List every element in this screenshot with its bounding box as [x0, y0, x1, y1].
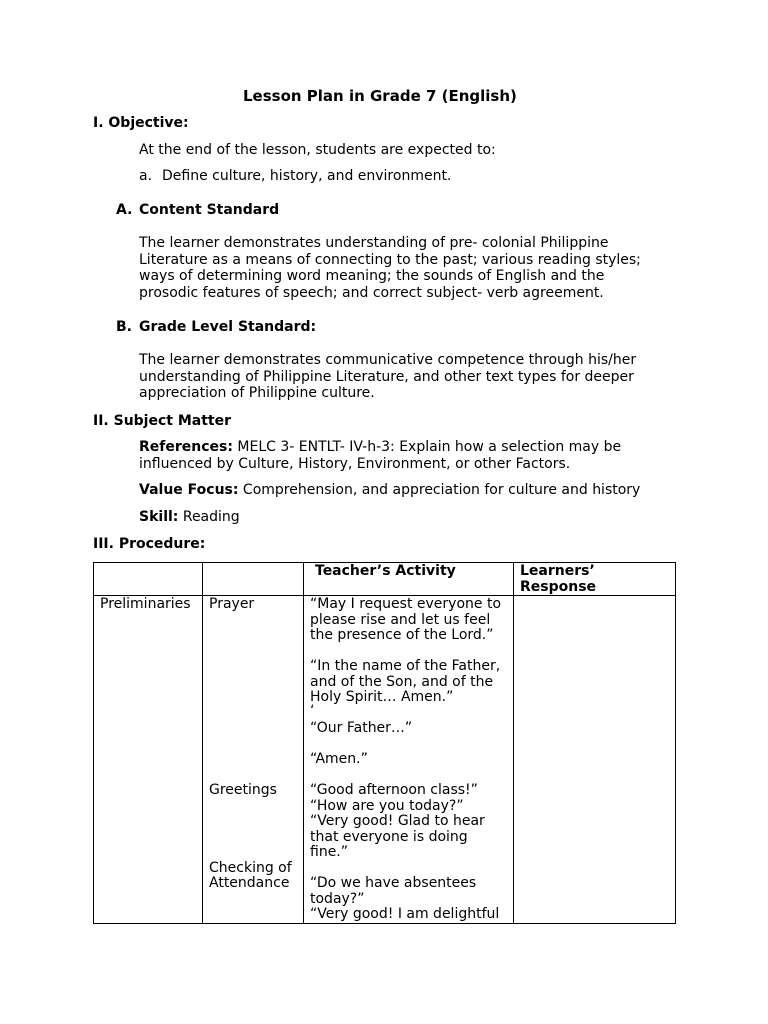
header-cell-empty-2 — [203, 563, 304, 596]
activity-attendance-line1: Checking of — [209, 859, 292, 876]
phase-label: Preliminaries — [100, 596, 191, 612]
learners-response-cell — [514, 596, 676, 924]
grade-level-standard-text: The learner demonstrates communicative competence through his/her understanding of Philippine Literature, and other text types for deeper appreciation of Philippine culture. — [139, 352, 637, 401]
teacher-line: “May I request everyone to — [310, 596, 502, 612]
procedure-heading: III. Procedure: — [93, 536, 206, 552]
teacher-line: ‘ — [310, 702, 315, 719]
objective-item-text: Define culture, history, and environment. — [162, 168, 452, 184]
teacher-line: “Our Father…” — [310, 720, 413, 736]
content-standard-heading: Content Standard — [139, 202, 280, 218]
teacher-line: that everyone is doing — [310, 828, 468, 845]
procedure-table — [93, 562, 676, 924]
teacher-line: “How are you today?” — [310, 797, 464, 814]
content-standard-text: The learner demonstrates understanding of pre- colonial Philippine Literature as a means of connecting to the past; various reading styles; ways of determining word meaning; the sounds of English and the prosodic features of speech; and correct subject- verb agreement. — [139, 235, 641, 301]
objective-heading: I. Objective: — [93, 115, 189, 131]
activity-greetings: Greetings — [209, 782, 277, 798]
activity-prayer: Prayer — [209, 596, 255, 612]
teacher-line: “Do we have absentees — [310, 875, 477, 891]
table-row — [94, 596, 676, 924]
table-header-row — [94, 563, 676, 596]
value-focus-label: Value Focus: — [139, 482, 239, 498]
skill-label: Skill: — [139, 509, 179, 525]
phase-cell — [94, 596, 203, 924]
skill-line — [139, 509, 240, 525]
activity-cell — [203, 596, 304, 924]
objective-item-marker: a. — [139, 168, 153, 184]
references-paragraph — [139, 439, 659, 472]
content-standard-marker: A. — [116, 202, 133, 218]
subject-matter-heading: II. Subject Matter — [93, 413, 232, 429]
teacher-line: fine.” — [310, 844, 349, 860]
skill-text: Reading — [178, 509, 240, 525]
teacher-line: “Very good! I am delightful — [310, 906, 500, 922]
teacher-line: today?” — [310, 890, 365, 907]
header-teacher-activity: Teacher’s Activity — [304, 563, 514, 596]
grade-level-standard-heading: Grade Level Standard: — [139, 319, 317, 335]
teacher-activity-cell — [304, 596, 514, 924]
teacher-line: “Good afternoon class!” — [310, 782, 478, 798]
references-label: References: — [139, 439, 233, 455]
objective-intro: At the end of the lesson, students are expected to: — [139, 142, 496, 158]
grade-level-standard-marker: B. — [116, 319, 132, 335]
teacher-line: the presence of the Lord.” — [310, 627, 494, 643]
references-text: MELC 3- ENTLT- IV-h-3: Explain how a selection may be influenced by Culture, History, Environment, or other Factors. — [139, 439, 622, 472]
teacher-line: Holy Spirit… Amen.” — [310, 689, 454, 705]
teacher-line: please rise and let us feel — [310, 611, 491, 628]
header-learners-response: Learners’ Response — [514, 563, 676, 596]
teacher-line: “In the name of the Father, — [310, 658, 501, 674]
value-focus-line — [139, 482, 640, 498]
page-title: Lesson Plan in Grade 7 (English) — [243, 87, 517, 105]
teacher-line: “Very good! Glad to hear — [310, 813, 485, 829]
header-cell-empty-1 — [94, 563, 203, 596]
teacher-line: “Amen.” — [310, 751, 368, 767]
value-focus-text: Comprehension, and appreciation for culture and history — [238, 482, 641, 498]
teacher-line: and of the Son, and of the — [310, 673, 494, 690]
activity-attendance-line2: Attendance — [209, 875, 290, 891]
